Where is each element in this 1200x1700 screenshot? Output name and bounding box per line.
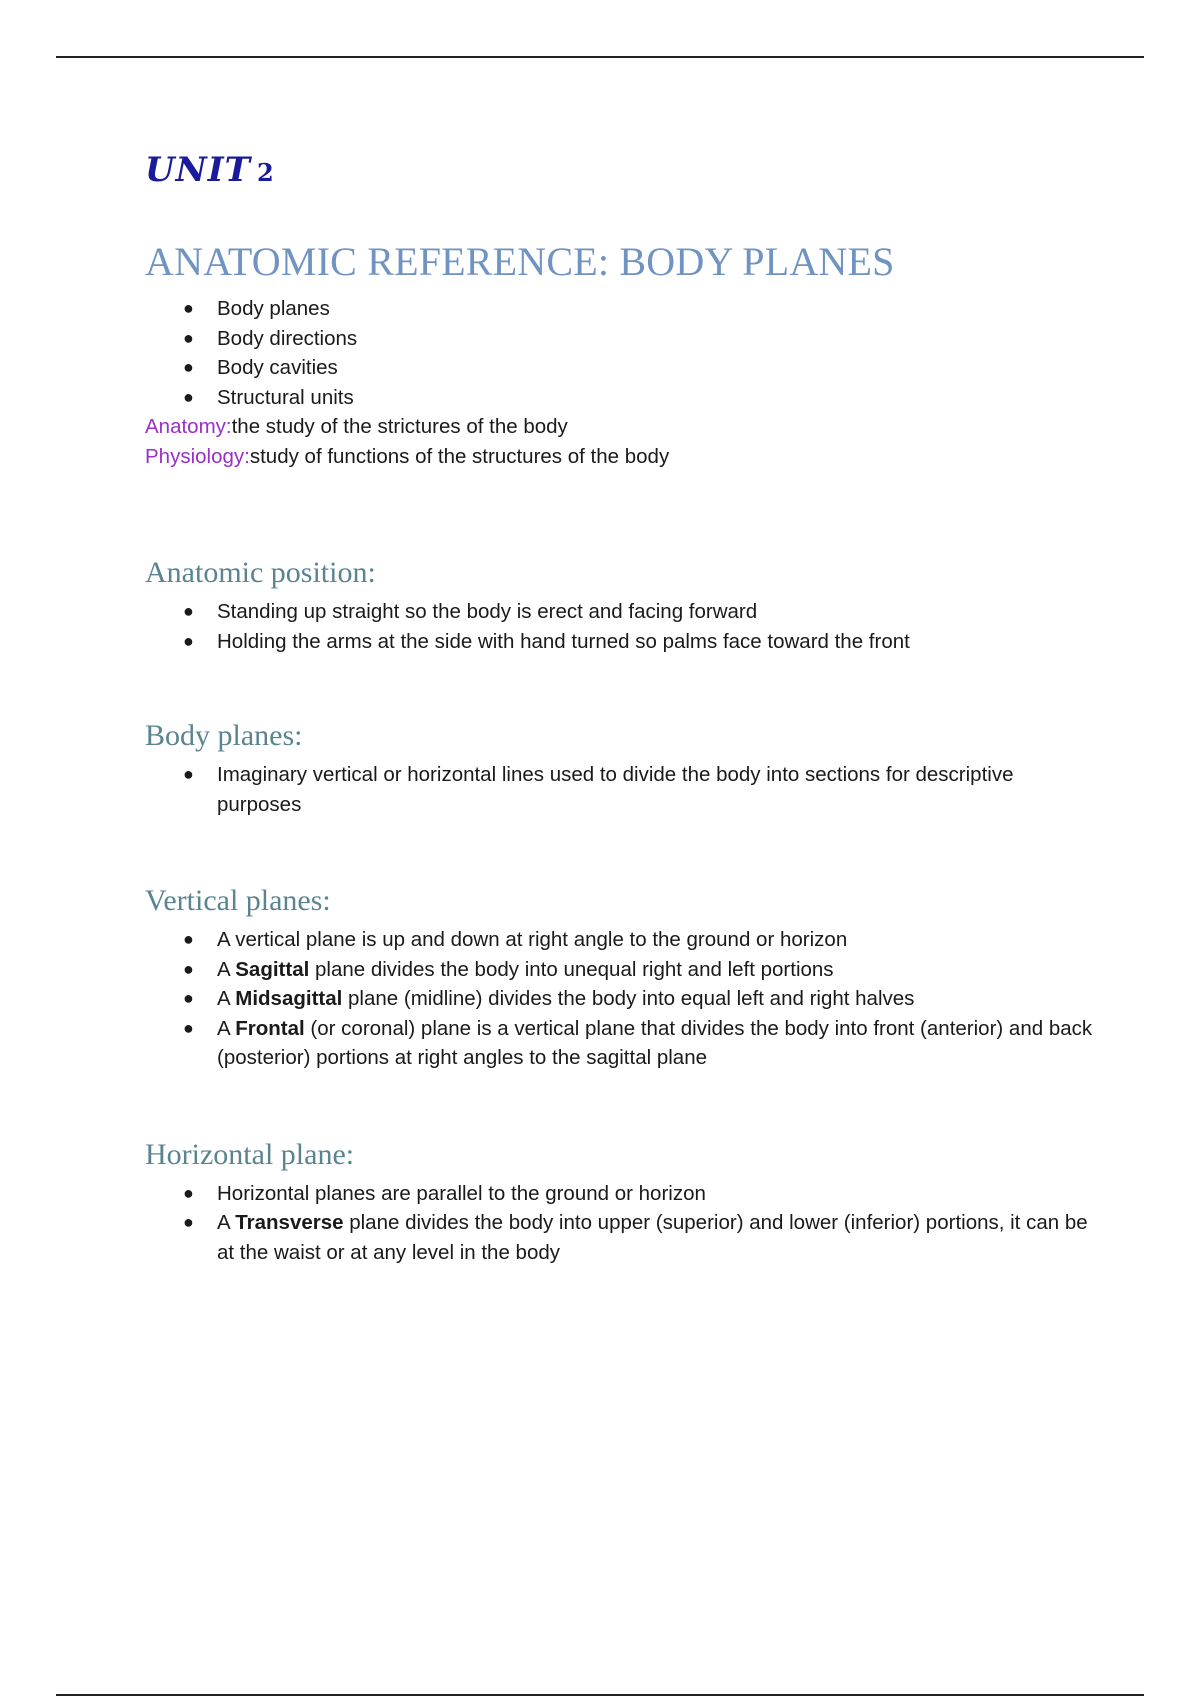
- unit-number: 2: [256, 158, 275, 187]
- list-item: [145, 955, 1097, 985]
- list-item: [145, 1208, 1097, 1267]
- anatomic-position-list: [145, 597, 1095, 656]
- list-item-text: A: [217, 957, 236, 981]
- list-item-text: (or coronal) plane is a vertical plane that divides the body into front (anterior) and back (posterior) portions at right angles to the sagittal plane: [217, 1016, 1093, 1069]
- bullet-icon: ●: [183, 958, 194, 979]
- list-item-text: Structural units: [217, 385, 354, 409]
- unit-heading: [145, 140, 1095, 200]
- term-frontal: Frontal: [235, 1016, 305, 1040]
- unit-label: UNIT: [145, 150, 251, 190]
- list-item-text: Body cavities: [217, 356, 338, 379]
- section-heading-vertical-planes: Vertical planes:: [145, 884, 331, 917]
- definition-term: Physiology:: [145, 444, 250, 468]
- page-title: ANATOMIC REFERENCE: BODY PLANES: [145, 239, 895, 284]
- definition-physiology: [145, 442, 1095, 472]
- bullet-icon: ●: [183, 988, 194, 1008]
- definition-text: study of functions of the structures of the body: [249, 444, 670, 468]
- term-sagittal: Sagittal: [235, 957, 310, 981]
- list-item: [145, 597, 1097, 627]
- bullet-icon: ●: [183, 327, 194, 348]
- bullet-icon: ●: [183, 764, 194, 784]
- list-item: [145, 1014, 1097, 1073]
- bullet-icon: ●: [183, 929, 194, 949]
- definition-term: Anatomy:: [145, 415, 232, 438]
- document-body: [145, 140, 1095, 1267]
- list-item-text: A: [217, 987, 236, 1010]
- list-item: [145, 984, 1097, 1014]
- bullet-icon: ●: [183, 1182, 194, 1203]
- list-item-text: plane divides the body into unequal right and left portions: [309, 957, 834, 981]
- bullet-icon: ●: [183, 601, 194, 621]
- list-item: [145, 324, 1097, 354]
- list-item-text: Holding the arms at the side with hand turned so palms face toward the front: [217, 629, 910, 653]
- bottom-rule: [56, 1694, 1144, 1696]
- bullet-icon: ●: [183, 298, 194, 318]
- top-rule: [56, 56, 1144, 58]
- list-item: [145, 925, 1097, 955]
- list-item: [145, 760, 1097, 819]
- list-item: [145, 1179, 1097, 1209]
- section-heading-horizontal-plane: Horizontal plane:: [145, 1137, 355, 1171]
- list-item: [145, 383, 1097, 413]
- definition-text: the study of the strictures of the body: [231, 415, 568, 438]
- list-item-text: A: [217, 1211, 236, 1234]
- list-item-text: plane divides the body into upper (superior) and lower (inferior) portions, it can be at the waist or at any level in the body: [217, 1211, 1088, 1264]
- list-item: [145, 294, 1097, 324]
- list-item-text: plane (midline) divides the body into equal left and right halves: [342, 987, 915, 1010]
- list-item: [145, 627, 1097, 657]
- bullet-icon: ●: [183, 1017, 194, 1038]
- term-transverse: Transverse: [235, 1211, 344, 1234]
- term-midsagittal: Midsagittal: [235, 987, 343, 1010]
- section-heading-body-planes: Body planes:: [145, 719, 303, 752]
- bullet-icon: ●: [183, 630, 194, 651]
- definition-anatomy: [145, 412, 1095, 442]
- topics-list: [145, 294, 1095, 412]
- body-planes-list: [145, 760, 1095, 819]
- section-heading-anatomic-position: Anatomic position:: [145, 556, 376, 589]
- list-item-text: Imaginary vertical or horizontal lines used to divide the body into sections for descriptive purposes: [217, 763, 1014, 816]
- list-item-text: Horizontal planes are parallel to the ground or horizon: [217, 1181, 706, 1205]
- bullet-icon: ●: [183, 1212, 194, 1232]
- bullet-icon: ●: [183, 386, 194, 407]
- list-item-text: A vertical plane is up and down at right angle to the ground or horizon: [217, 928, 848, 951]
- list-item-text: Body directions: [217, 326, 358, 350]
- bullet-icon: ●: [183, 357, 194, 377]
- vertical-planes-list: [145, 925, 1095, 1073]
- list-item-text: A: [217, 1016, 236, 1040]
- list-item-text: Body planes: [217, 297, 330, 320]
- list-item: [145, 353, 1097, 383]
- horizontal-plane-list: [145, 1179, 1095, 1268]
- list-item-text: Standing up straight so the body is erect and facing forward: [217, 600, 758, 623]
